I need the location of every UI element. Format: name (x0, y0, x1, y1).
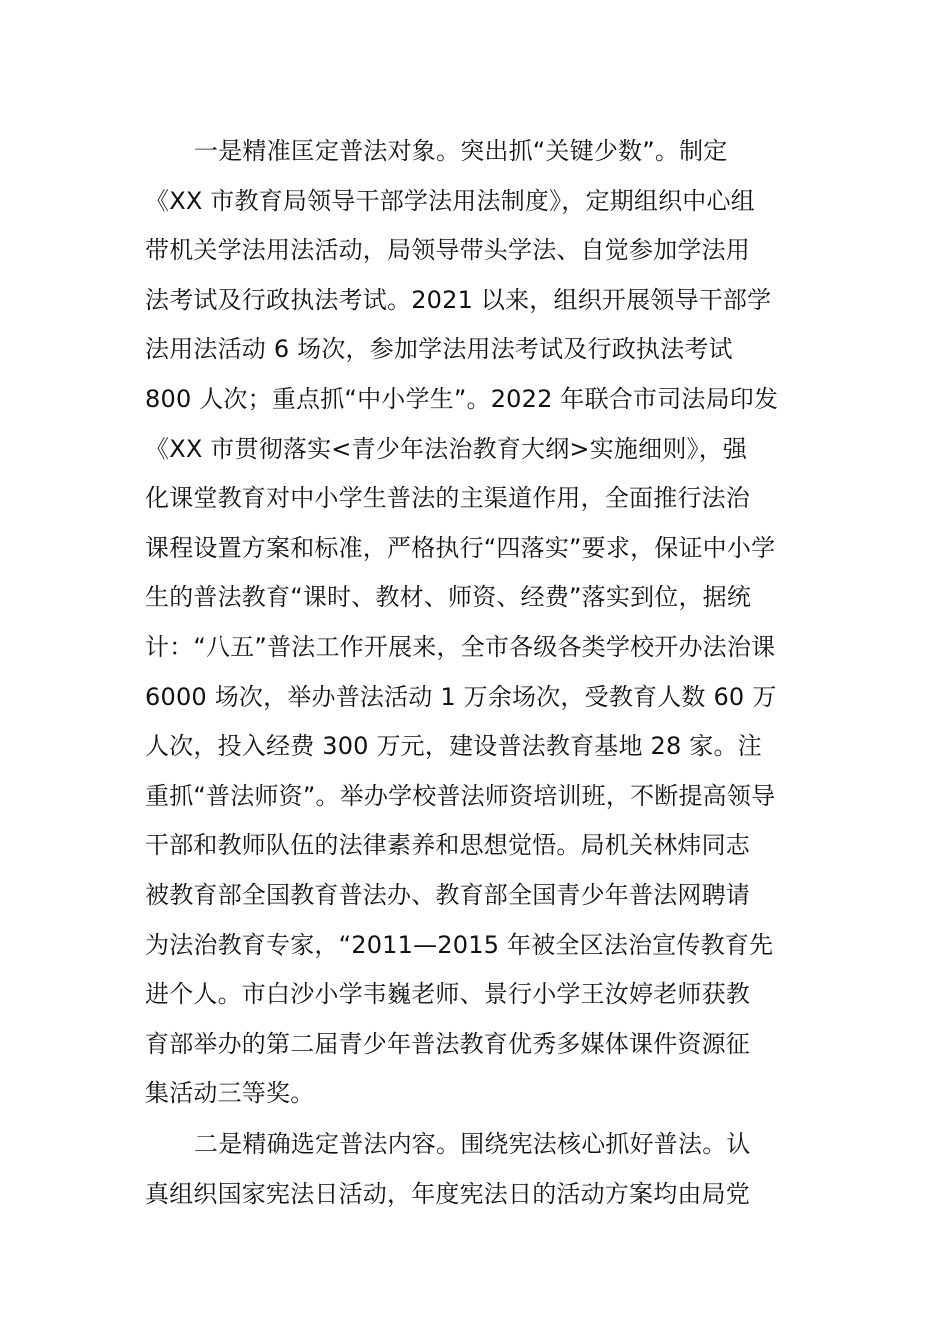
text-line: 真组织国家宪法日活动，年度宪法日的活动方案均由局党 (145, 1179, 750, 1208)
text-line: 《XX 市教育局领导干部学法用法制度》，定期组织中心组 (145, 186, 755, 215)
text-line: 干部和教师队伍的法律素养和思想觉悟。局机关林炜同志 (145, 831, 750, 860)
text-line: 二是精确选定普法内容。围绕宪法核心抓好普法。认 (194, 1130, 751, 1158)
text-line: 《XX 市贯彻落实<青少年法治教育大纲>实施细则》，强 (145, 434, 748, 463)
paragraph-1 (145, 127, 805, 1119)
text-line: 计：“八五”普法工作开展来，全市各级各类学校开办法治课 (145, 632, 776, 661)
text-line: 重抓“普法师资”。举办学校普法师资培训班，不断提高领导 (145, 781, 776, 810)
text-line: 课程设置方案和标准，严格执行“四落实”要求，保证中小学 (145, 533, 776, 562)
text-line: 一是精准匡定普法对象。突出抓“关键少数”。制定 (194, 137, 728, 165)
paragraph-2 (145, 1120, 805, 1219)
text-line: 法用法活动 6 场次，参加学法用法考试及行政执法考试 (145, 335, 733, 364)
text-line: 6000 场次，举办普法活动 1 万余场次，受教育人数 60 万 (145, 682, 777, 711)
text-line: 进个人。市白沙小学韦巍老师、景行小学王汝婷老师获教 (145, 980, 750, 1009)
text-line: 育部举办的第二届青少年普法教育优秀多媒体课件资源征 (145, 1029, 750, 1058)
text-line: 人次，投入经费 300 万元，建设普法教育基地 28 家。注 (145, 732, 762, 761)
text-line: 化课堂教育对中小学生普法的主渠道作用，全面推行法治 (145, 484, 750, 513)
text-line: 为法治教育专家，“2011—2015 年被全区法治宣传教育先 (145, 930, 774, 959)
text-line: 被教育部全国教育普法办、教育部全国青少年普法网聘请 (145, 880, 750, 909)
text-line: 带机关学法用法活动，局领导带头学法、自觉参加学法用 (145, 236, 750, 265)
text-line: 法考试及行政执法考试。2021 以来，组织开展领导干部学 (145, 285, 772, 314)
text-line: 集活动三等奖。 (145, 1079, 315, 1108)
text-line: 生的普法教育“课时、教材、师资、经费”落实到位，据统 (145, 583, 752, 612)
text-line: 800 人次；重点抓“中小学生”。2022 年联合市司法局印发 (145, 384, 779, 413)
